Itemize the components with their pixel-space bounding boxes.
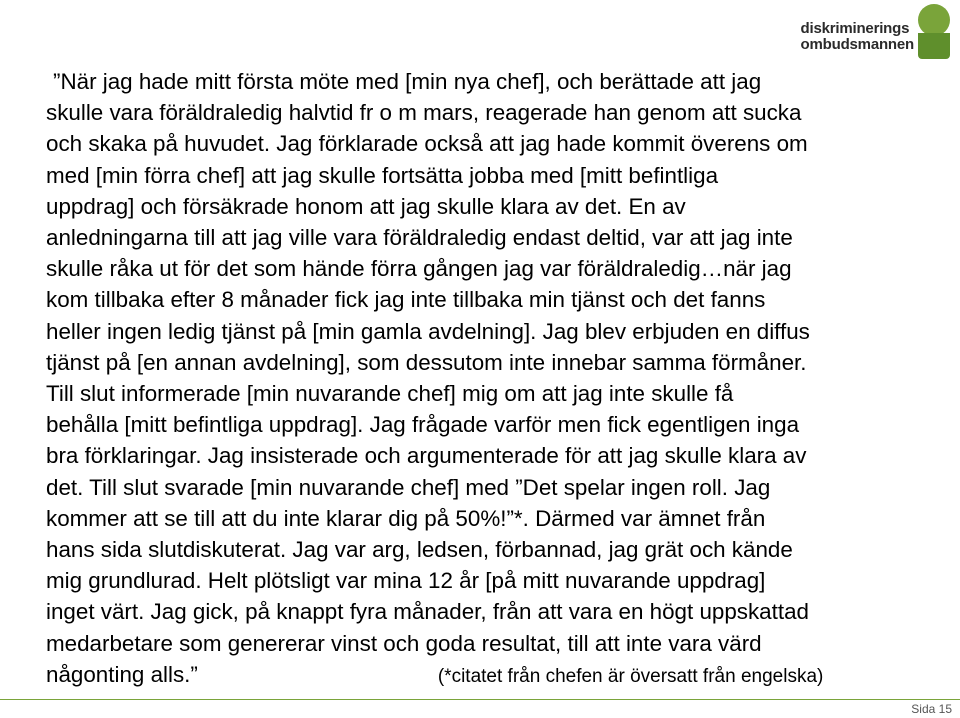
- quote-line: skulle råka ut för det som hände förra gången jag var föräldraledig…när jag: [46, 256, 792, 282]
- quote-line: och skaka på huvudet. Jag förklarade också att jag hade kommit överens om: [46, 131, 808, 157]
- quote-line: ”När jag hade mitt första möte med [min nya chef], och berättade att jag: [53, 69, 762, 94]
- logo-text: [801, 21, 914, 53]
- quote-line: mig grundlurad. Helt plötsligt var mina 12 år [på mitt nuvarande uppdrag]: [46, 568, 766, 594]
- footer-divider: [0, 699, 960, 700]
- logo-text-line2: ombudsmannen: [800, 36, 914, 53]
- quote-line: hans sida slutdiskuterat. Jag var arg, ledsen, förbannad, jag grät och kände: [46, 537, 793, 563]
- translation-footnote: (*citatet från chefen är översatt från engelska): [437, 665, 824, 687]
- quote-line: tjänst på [en annan avdelning], som dessutom inte innebar samma förmåner.: [46, 349, 807, 375]
- quote-line: kom tillbaka efter 8 månader fick jag inte tillbaka min tjänst och det fanns: [46, 287, 766, 313]
- quote-line: Till slut informerade [min nuvarande chef] mig om att jag inte skulle få: [46, 381, 734, 407]
- quote-line: kommer att se till att du inte klarar dig på 50%!”*. Därmed var ämnet från: [46, 505, 766, 531]
- quote-line: med [min förra chef] att jag skulle fortsätta jobba med [mitt befintliga: [46, 162, 719, 188]
- page-number: Sida 15: [911, 702, 952, 716]
- quote-line: behålla [mitt befintliga uppdrag]. Jag frågade varför men fick egentligen inga: [46, 412, 800, 438]
- quote-line: anledningarna till att jag ville vara föräldraledig endast deltid, var att jag inte: [46, 225, 793, 251]
- quote-block: [46, 66, 946, 692]
- quote-line: det. Till slut svarade [min nuvarande chef] med ”Det spelar ingen roll. Jag: [46, 474, 771, 500]
- quote-line: heller ingen ledig tjänst på [min gamla avdelning]. Jag blev erbjuden en diffus: [46, 318, 810, 344]
- quote-line: uppdrag] och försäkrade honom att jag skulle klara av det. En av: [46, 193, 686, 219]
- logo-text-line1: diskriminerings: [800, 20, 910, 37]
- quote-line: någonting alls.”: [46, 661, 198, 687]
- quote-last-line: [46, 659, 946, 692]
- quote-line: skulle vara föräldraledig halvtid fr o m mars, reagerade han genom att sucka: [46, 100, 802, 126]
- logo-mark-icon: [918, 4, 954, 60]
- logo: [801, 4, 954, 60]
- quote-line: bra förklaringar. Jag insisterade och argumenterade för att jag skulle klara av: [46, 443, 807, 469]
- quote-line: inget värt. Jag gick, på knappt fyra månader, från att vara en högt uppskattad: [46, 599, 809, 625]
- quote-line: medarbetare som genererar vinst och goda resultat, till att inte vara värd: [46, 630, 762, 656]
